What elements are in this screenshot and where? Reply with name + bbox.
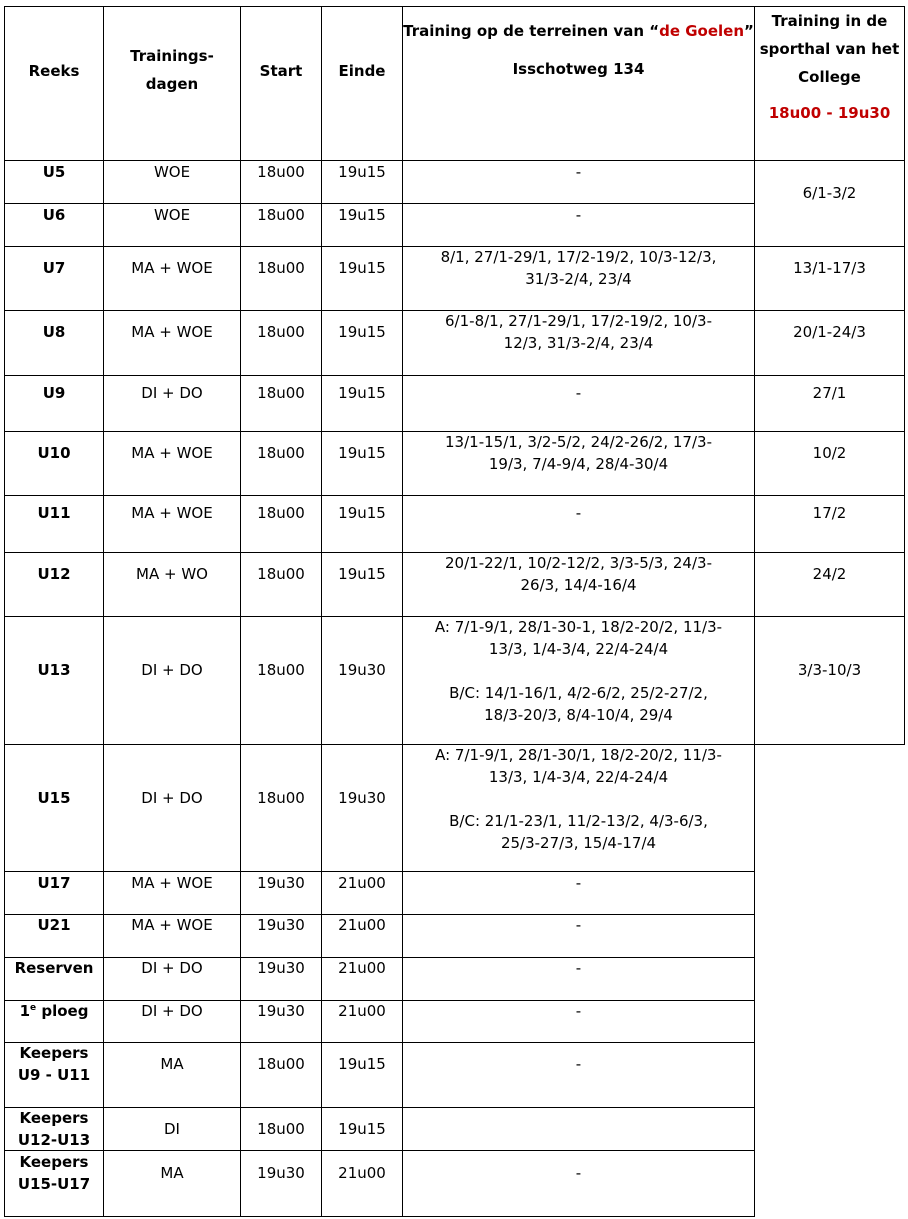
cell-reeks: U12 <box>37 565 71 583</box>
cell-einde: 19u15 <box>338 163 386 181</box>
cell-einde: 19u15 <box>338 206 386 224</box>
header-college-time: 18u00 - 19u30 <box>768 104 891 122</box>
cell-college: 20/1-24/3 <box>793 323 866 341</box>
cell-goelen: - <box>575 959 582 977</box>
header-reeks: Reeks <box>28 62 80 80</box>
cell-start: 19u30 <box>257 1164 305 1182</box>
cell-goelen: 8/1, 27/1-29/1, 17/2-19/2, 10/3-12/3, 31/3-2/4, 23/4 <box>440 248 717 288</box>
header-trainingsdagen <box>103 45 241 95</box>
grid-line <box>402 6 403 1217</box>
cell-goelen: A: 7/1-9/1, 28/1-30/1, 18/2-20/2, 11/3- 13/3, 1/4-3/4, 22/4-24/4 B/C: 21/1-23/1, 11/2-13/2, 4/3-6/3, 25/3-27/3, 15/4-17/4 <box>435 746 722 852</box>
cell-start: 18u00 <box>257 384 305 402</box>
cell-dagen: DI + DO <box>141 959 203 977</box>
grid-line <box>240 6 241 1217</box>
cell-start: 18u00 <box>257 323 305 341</box>
cell-reeks: Keepers U15-U17 <box>17 1153 91 1193</box>
cell-reeks: Keepers U12-U13 <box>17 1109 91 1149</box>
cell-reeks: U15 <box>37 789 71 807</box>
cell-reeks: U11 <box>37 504 71 522</box>
cell-goelen: - <box>575 206 582 224</box>
cell-reeks: U10 <box>37 444 71 462</box>
cell-einde: 19u15 <box>338 504 386 522</box>
cell-dagen: MA + WO <box>136 565 208 583</box>
cell-start: 18u00 <box>257 444 305 462</box>
cell-start: 18u00 <box>257 504 305 522</box>
cell-college: 13/1-17/3 <box>793 259 866 277</box>
cell-dagen: MA <box>160 1055 184 1073</box>
cell-dagen: MA + WOE <box>131 504 213 522</box>
header-trainingsdagen-line1: Trainings- <box>130 47 214 65</box>
cell-dagen: DI + DO <box>141 661 203 679</box>
cell-dagen: MA <box>160 1164 184 1182</box>
cell-dagen: WOE <box>153 206 191 224</box>
cell-dagen: WOE <box>153 163 191 181</box>
cell-reeks: U21 <box>37 916 71 934</box>
cell-einde: 21u00 <box>338 1002 386 1020</box>
cell-reeks: 1e ploeg <box>19 1002 89 1020</box>
cell-dagen: DI + DO <box>141 1002 203 1020</box>
header-start: Start <box>259 62 303 80</box>
cell-einde: 19u15 <box>338 444 386 462</box>
header-einde: Einde <box>338 62 386 80</box>
cell-reeks: Keepers U9 - U11 <box>17 1044 91 1084</box>
grid-line <box>4 375 905 376</box>
header-college-line1: Training in de <box>771 12 888 30</box>
cell-start: 19u30 <box>257 1002 305 1020</box>
cell-reeks: Reserven <box>14 959 94 977</box>
cell-dagen: DI <box>164 1120 180 1138</box>
cell-start: 18u00 <box>257 565 305 583</box>
cell-einde: 19u15 <box>338 259 386 277</box>
cell-einde: 19u15 <box>338 323 386 341</box>
cell-start: 18u00 <box>257 259 305 277</box>
cell-goelen: - <box>575 1164 582 1182</box>
cell-einde: 19u15 <box>338 384 386 402</box>
grid-line <box>4 1150 755 1151</box>
cell-goelen: 20/1-22/1, 10/2-12/2, 3/3-5/3, 24/3- 26/3, 14/4-16/4 <box>445 554 712 594</box>
cell-dagen: MA + WOE <box>131 323 213 341</box>
cell-reeks: U8 <box>42 323 66 341</box>
cell-college: 24/2 <box>812 565 847 583</box>
cell-goelen: - <box>575 163 582 181</box>
cell-dagen: MA + WOE <box>131 444 213 462</box>
cell-reeks: U17 <box>37 874 71 892</box>
grid-line <box>4 495 905 496</box>
cell-einde: 19u15 <box>338 1120 386 1138</box>
cell-einde: 19u30 <box>338 661 386 679</box>
cell-start: 18u00 <box>257 789 305 807</box>
cell-reeks: U6 <box>42 206 66 224</box>
cell-reeks: U9 <box>42 384 66 402</box>
header-goelen <box>402 20 755 80</box>
cell-goelen: A: 7/1-9/1, 28/1-30-1, 18/2-20/2, 11/3- 13/3, 1/4-3/4, 22/4-24/4 B/C: 14/1-16/1, 4/2-6/2, 25/2-27/2, 18/3-20/3, 8/4-10/4, 29/4 <box>434 618 723 724</box>
cell-goelen: - <box>575 504 582 522</box>
cell-start: 18u00 <box>257 661 305 679</box>
cell-einde: 21u00 <box>338 874 386 892</box>
cell-goelen: - <box>575 916 582 934</box>
cell-goelen: 13/1-15/1, 3/2-5/2, 24/2-26/2, 17/3- 19/3, 7/4-9/4, 28/4-30/4 <box>445 433 712 473</box>
cell-goelen: 6/1-8/1, 27/1-29/1, 17/2-19/2, 10/3- 12/3, 31/3-2/4, 23/4 <box>445 312 712 352</box>
cell-reeks: U7 <box>42 259 66 277</box>
cell-goelen: - <box>575 384 582 402</box>
header-goelen-title: Training op de terreinen van “de Goelen” <box>403 22 754 40</box>
header-college <box>754 7 905 127</box>
cell-college: 10/2 <box>812 444 847 462</box>
grid-line <box>4 1216 755 1217</box>
cell-goelen: - <box>575 1002 582 1020</box>
cell-einde: 21u00 <box>338 1164 386 1182</box>
cell-college-merged: 6/1-3/2 <box>802 184 857 202</box>
grid-line <box>4 1107 755 1108</box>
cell-start: 18u00 <box>257 1120 305 1138</box>
cell-start: 19u30 <box>257 874 305 892</box>
header-college-line2: sporthal van het <box>759 40 900 58</box>
cell-reeks: U13 <box>37 661 71 679</box>
cell-einde: 19u30 <box>338 789 386 807</box>
cell-college: 17/2 <box>812 504 847 522</box>
cell-einde: 19u15 <box>338 1055 386 1073</box>
cell-dagen: MA + WOE <box>131 259 213 277</box>
cell-dagen: MA + WOE <box>131 874 213 892</box>
cell-college: 27/1 <box>812 384 847 402</box>
cell-einde: 21u00 <box>338 916 386 934</box>
cell-reeks: U5 <box>42 163 66 181</box>
cell-start: 19u30 <box>257 916 305 934</box>
grid-line <box>4 6 5 1217</box>
grid-line <box>321 6 322 1217</box>
cell-dagen: DI + DO <box>141 384 203 402</box>
cell-einde: 21u00 <box>338 959 386 977</box>
grid-line <box>103 6 104 1217</box>
cell-einde: 19u15 <box>338 565 386 583</box>
header-college-line3: College <box>798 68 861 86</box>
cell-college: 3/3-10/3 <box>797 661 862 679</box>
cell-dagen: MA + WOE <box>131 916 213 934</box>
cell-goelen: - <box>575 1055 582 1073</box>
cell-start: 19u30 <box>257 959 305 977</box>
header-trainingsdagen-line2: dagen <box>145 75 199 93</box>
cell-start: 18u00 <box>257 163 305 181</box>
goelen-name: de Goelen <box>659 22 745 40</box>
cell-start: 18u00 <box>257 1055 305 1073</box>
grid-line <box>4 1042 755 1043</box>
cell-start: 18u00 <box>257 206 305 224</box>
cell-dagen: DI + DO <box>141 789 203 807</box>
header-goelen-address: Isschotweg 134 <box>512 60 645 78</box>
cell-goelen: - <box>575 874 582 892</box>
